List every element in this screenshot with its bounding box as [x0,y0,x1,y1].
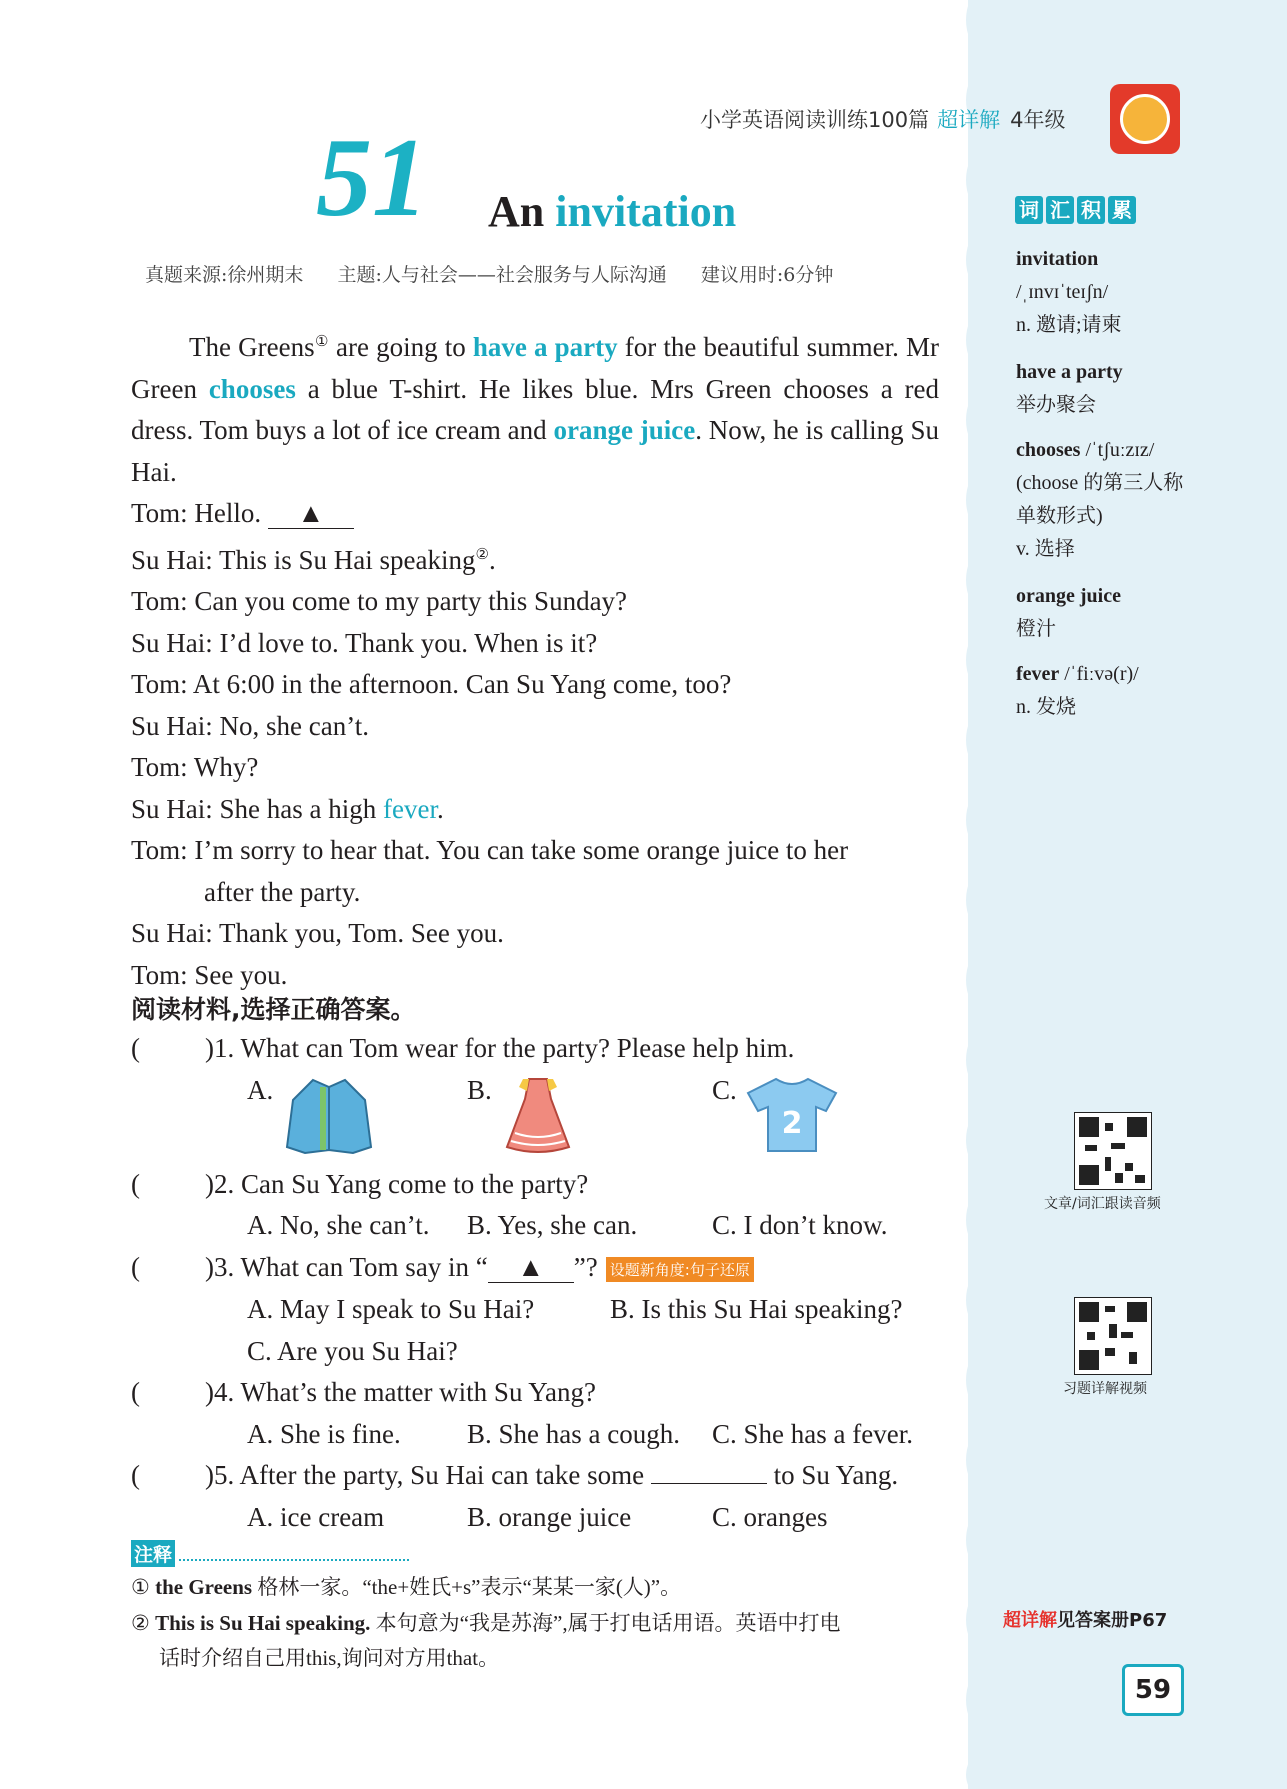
q3-option-b[interactable]: B. Is this Su Hai speaking? [610,1294,903,1324]
question-1: ( )1. What can Tom wear for the party? Please help him. [131,1033,795,1063]
answer-blank [651,1483,767,1484]
reading-passage [131,322,939,996]
book-title: 小学英语阅读训练100篇 [700,108,930,132]
answer-blank: ▲ [268,498,354,529]
dialogue-line: Su Hai: She has a high fever. [131,793,444,824]
dialogue-line: Su Hai: Thank you, Tom. See you. [131,918,504,948]
audio-qr-label: 文章/词汇跟读音频 [1044,1196,1161,1212]
passage-paragraph: The Greens① are going to have a party for the beautiful summer. Mr Green chooses a blue T-shirt. He likes blue. Mrs Green chooses a red dress. Tom buys a lot of ice cream and orange juice. Now, he is calling Su Hai. [131,332,940,487]
q4-option-c[interactable]: C. She has a fever. [712,1419,913,1449]
q1-option-c[interactable]: C. 2 [712,1075,737,1106]
vocab-item: orange juice 橙汁 [1016,585,1121,640]
dialogue-line: Tom: At 6:00 in the afternoon. Can Su Yang come, too? [131,669,732,699]
q5-option-b[interactable]: B. orange juice [467,1502,632,1532]
q2-option-c[interactable]: C. I don’t know. [712,1210,888,1240]
answer-reference: 超详解见答案册P67 [1003,1610,1168,1631]
question-3: ( )3. What can Tom say in “ ▲ ”? 设题新角度:句子还原 [131,1252,754,1283]
meta-source: 真题来源:徐州期末 [145,264,304,286]
title-word-1: An [488,187,545,236]
q1-option-b[interactable]: B. [467,1075,492,1106]
question-2: ( )2. Can Su Yang come to the party? [131,1169,589,1199]
notes-heading: 注释 [131,1540,409,1567]
vocab-item: have a party 举办聚会 [1016,361,1123,416]
dress-image [503,1075,573,1157]
q4-option-b[interactable]: B. She has a cough. [467,1419,680,1449]
q4-option-a[interactable]: A. She is fine. [247,1419,401,1449]
lesson-number: 51 [316,116,428,240]
lesson-title [488,186,736,237]
book-header [700,104,1065,134]
jacket-image [283,1075,375,1157]
vocab-item: chooses /ˈtʃuːzɪz/ (choose 的第三人称单数形式) v. 选择 [1016,439,1184,560]
lesson-meta [145,260,861,287]
q2-option-b[interactable]: B. Yes, she can. [467,1210,638,1240]
instruction: 阅读材料,选择正确答案。 [131,995,416,1024]
answer-paren[interactable]: ( [131,1033,140,1063]
vocab-heading: 词 汇 积 累 [1015,196,1139,224]
q5-option-c[interactable]: C. oranges [712,1502,828,1532]
note-2: ② This is Su Hai speaking. 本句意为“我是苏海”,属于打电话用语。英语中打电 话时介绍自己用this,询问对方用that。 [131,1611,841,1670]
grade-label: 4年级 [1010,108,1066,132]
video-qr-label: 习题详解视频 [1063,1381,1147,1397]
answer-blank: ▲ [488,1252,574,1283]
question-4: ( )4. What’s the matter with Su Yang? [131,1377,596,1407]
page-number: 59 [1122,1664,1184,1716]
q3-option-a[interactable]: A. May I speak to Su Hai? [247,1294,535,1324]
answer-paren[interactable]: ( [131,1377,140,1407]
meta-time: 建议用时:6分钟 [700,264,834,286]
vocab-item: fever /ˈfiːvə(r)/ n. 发烧 [1016,663,1139,718]
q5-option-a[interactable]: A. ice cream [247,1502,385,1532]
dialogue-line: Tom: Hello. ▲ [131,493,939,535]
dialogue-line: Su Hai: I’d love to. Thank you. When is it? [131,627,598,658]
book-highlight: 超详解 [937,108,1001,132]
audio-qr-code[interactable] [1074,1112,1152,1190]
q1-option-a[interactable]: A. [247,1075,273,1106]
new-angle-tag: 设题新角度:句子还原 [606,1257,754,1282]
question-5: ( )5. After the party, Su Hai can take some to Su Yang. [131,1460,899,1490]
dialogue-line: after the party. [204,876,361,907]
dialogue-line: Tom: I’m sorry to hear that. You can take some orange juice to her [131,835,849,865]
note-1: ① the Greens 格林一家。“the+姓氏+s”表示“某某一家(人)”。 [131,1575,682,1599]
title-word-2: invitation [555,187,737,236]
tshirt-image [746,1075,838,1153]
video-qr-code[interactable] [1074,1297,1152,1375]
dialogue-line: Su Hai: No, she can’t. [131,710,369,741]
dialogue-line: Tom: Can you come to my party this Sunday? [131,586,628,616]
q3-option-c[interactable]: C. Are you Su Hai? [247,1336,458,1366]
answer-paren[interactable]: ( [131,1169,140,1199]
answer-paren[interactable]: ( [131,1460,140,1490]
meta-theme: 主题:人与社会——社会服务与人际沟通 [337,264,667,286]
svg-text:2: 2 [781,1106,803,1141]
dialogue-line: Tom: Why? [131,752,259,782]
q2-option-a[interactable]: A. No, she can’t. [247,1210,430,1240]
dialogue-line: Su Hai: This is Su Hai speaking②. [131,544,496,575]
wave-border [962,0,984,1789]
dialogue-line: Tom: See you. [131,959,288,990]
vocab-item: invitation /ˌɪnvɪˈteɪʃn/ n. 邀请;请柬 [1016,248,1122,336]
answer-paren[interactable]: ( [131,1252,140,1282]
publisher-logo [1110,84,1180,154]
